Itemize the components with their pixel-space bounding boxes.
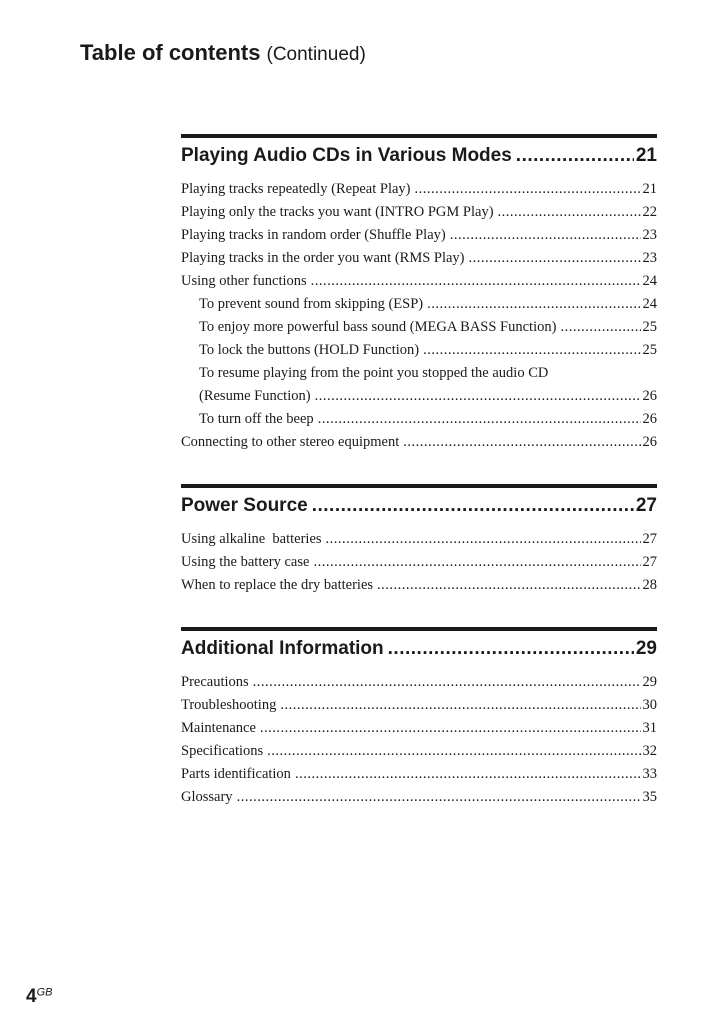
entry-title: Playing tracks repeatedly (Repeat Play) — [181, 181, 411, 197]
toc-entry — [181, 763, 657, 786]
entry-title-continued: (Resume Function) — [199, 388, 311, 404]
toc-entry — [181, 178, 657, 201]
entry-page: 27 — [642, 554, 657, 570]
toc-entry — [181, 694, 657, 717]
leader-dots — [423, 339, 640, 362]
entry-page: 24 — [642, 296, 657, 312]
toc-subentry — [181, 316, 657, 339]
leader-dots — [267, 740, 640, 763]
section-rule — [181, 627, 657, 631]
leader-dots — [560, 316, 640, 339]
entry-page: 27 — [642, 531, 657, 547]
entry-title: Connecting to other stereo equipment — [181, 434, 400, 450]
table-of-contents — [181, 134, 657, 839]
entry-page: 25 — [642, 319, 657, 335]
entry-page: 22 — [642, 204, 657, 220]
section-heading — [181, 492, 657, 520]
section-title: Power Source — [181, 495, 308, 516]
entry-title: Maintenance — [181, 720, 256, 736]
entry-page: 30 — [642, 697, 657, 713]
leader-dots — [427, 293, 640, 316]
toc-entry — [181, 717, 657, 740]
entry-title: Troubleshooting — [181, 697, 277, 713]
entry-title: When to replace the dry batteries — [181, 577, 374, 593]
toc-entry — [181, 201, 657, 224]
entry-title: Specifications — [181, 743, 264, 759]
section-heading — [181, 142, 657, 170]
section-page: 27 — [635, 495, 657, 516]
entry-title: To lock the buttons (HOLD Function) — [199, 342, 420, 358]
section-page: 29 — [635, 638, 657, 659]
page-number: 4 — [26, 986, 37, 1007]
toc-entry — [181, 247, 657, 270]
toc-subentry — [181, 293, 657, 316]
entry-page: 23 — [642, 250, 657, 266]
leader-dots — [237, 786, 641, 809]
toc-entry — [181, 224, 657, 247]
leader-dots — [313, 551, 640, 574]
leader-dots — [295, 763, 641, 786]
page-number-suffix: GB — [36, 986, 53, 999]
leader-dots — [318, 408, 641, 431]
entry-title: Precautions — [181, 674, 249, 690]
entry-title: To resume playing from the point you stopped the audio CD — [199, 365, 549, 381]
toc-subentry-line2 — [181, 385, 657, 408]
toc-entry — [181, 574, 657, 597]
leader-dots — [415, 178, 641, 201]
leader-dots — [516, 142, 634, 170]
leader-dots — [498, 201, 641, 224]
section-rule — [181, 484, 657, 488]
entry-title: Glossary — [181, 789, 233, 805]
entry-title: To prevent sound from skipping (ESP) — [199, 296, 424, 312]
leader-dots — [326, 528, 641, 551]
section-page: 21 — [635, 145, 657, 166]
entry-page: 24 — [642, 273, 657, 289]
toc-entry — [181, 671, 657, 694]
entry-title: Playing tracks in the order you want (RMS Play) — [181, 250, 465, 266]
toc-entry — [181, 270, 657, 293]
page-title-text: Table of contents — [80, 40, 261, 65]
entry-page: 35 — [642, 789, 657, 805]
leader-dots — [312, 492, 634, 520]
entry-page: 21 — [642, 181, 657, 197]
entry-title: Parts identification — [181, 766, 291, 782]
entry-list — [181, 178, 657, 454]
entry-list — [181, 671, 657, 809]
entry-page: 23 — [642, 227, 657, 243]
toc-section-playing-modes — [181, 134, 657, 454]
leader-dots — [280, 694, 640, 717]
entry-page: 29 — [642, 674, 657, 690]
entry-page: 25 — [642, 342, 657, 358]
entry-title: Using other functions — [181, 273, 307, 289]
leader-dots — [450, 224, 641, 247]
toc-section-power-source — [181, 484, 657, 597]
leader-dots — [377, 574, 640, 597]
leader-dots — [315, 385, 641, 408]
entry-title: Playing tracks in random order (Shuffle Play) — [181, 227, 446, 243]
page-subtitle: (Continued) — [266, 44, 366, 65]
toc-entry — [181, 551, 657, 574]
leader-dots — [403, 431, 640, 454]
entry-page: 33 — [642, 766, 657, 782]
entry-page: 31 — [642, 720, 657, 736]
entry-page: 26 — [642, 388, 657, 404]
entry-title: Using the battery case — [181, 554, 310, 570]
entry-page: 28 — [642, 577, 657, 593]
entry-title: To enjoy more powerful bass sound (MEGA BASS Function) — [199, 319, 557, 335]
section-title: Playing Audio CDs in Various Modes — [181, 145, 512, 166]
leader-dots — [253, 671, 641, 694]
page-title — [80, 40, 366, 66]
entry-page: 26 — [642, 411, 657, 427]
leader-dots — [311, 270, 641, 293]
toc-entry — [181, 740, 657, 763]
entry-title: Playing only the tracks you want (INTRO PGM Play) — [181, 204, 494, 220]
toc-subentry — [181, 339, 657, 362]
entry-title: Using alkaline batteries — [181, 531, 322, 547]
toc-entry — [181, 431, 657, 454]
leader-dots — [388, 635, 634, 663]
toc-subentry — [181, 408, 657, 431]
leader-dots — [469, 247, 641, 270]
entry-page: 26 — [642, 434, 657, 450]
entry-page: 32 — [642, 743, 657, 759]
section-rule — [181, 134, 657, 138]
toc-entry — [181, 528, 657, 551]
page-folio — [26, 986, 52, 1008]
section-heading — [181, 635, 657, 663]
toc-section-additional-information — [181, 627, 657, 809]
entry-list — [181, 528, 657, 597]
section-title: Additional Information — [181, 638, 384, 659]
entry-title: To turn off the beep — [199, 411, 314, 427]
toc-subentry-line1 — [181, 362, 657, 385]
leader-dots — [260, 717, 641, 740]
toc-entry — [181, 786, 657, 809]
